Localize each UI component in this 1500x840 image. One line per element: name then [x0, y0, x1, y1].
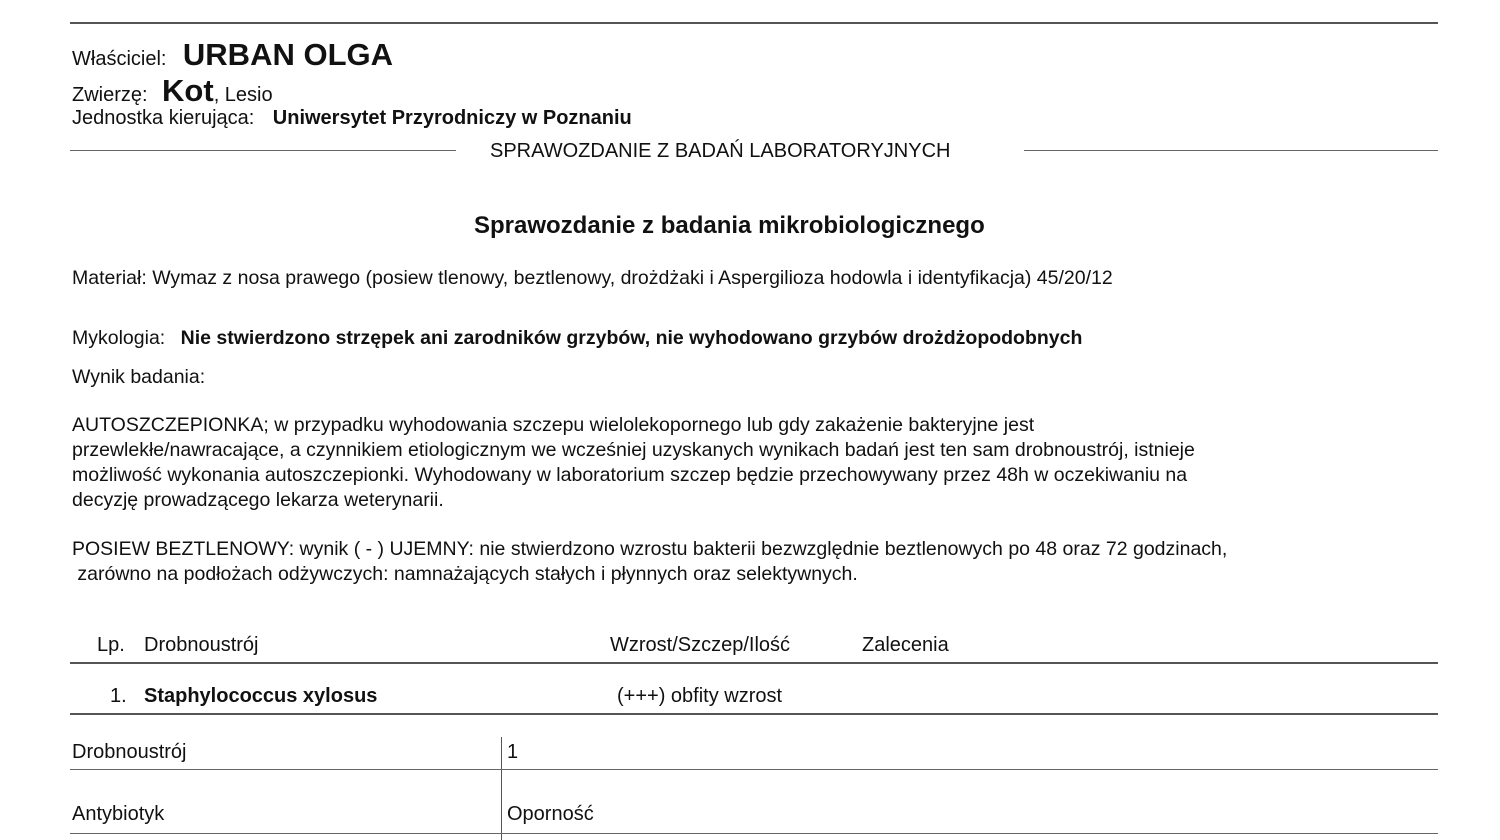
antibiogram-label-antibiotic: Antybiotyk: [72, 803, 165, 825]
section-rule-left: [70, 150, 456, 151]
animal-label: Zwierzę:: [72, 84, 148, 106]
referring-unit-value: Uniwersytet Przyrodniczy w Poznaniu: [272, 107, 632, 129]
paragraph-line: AUTOSZCZEPIONKA; w przypadku wyhodowania szczepu wielolekopornego lub gdy zakażenie bakteryjne jest: [72, 414, 1035, 436]
mycology-label: Mykologia:: [72, 327, 166, 349]
animal-name: , Lesio: [213, 84, 273, 106]
row-organism: Staphylococcus xylosus: [144, 685, 378, 707]
section-rule-right: [1024, 150, 1438, 151]
paragraph-line: decyzję prowadzącego lekarza weterynarii.: [72, 489, 444, 511]
owner-name: URBAN OLGA: [182, 37, 394, 72]
anaerobic-paragraph: [72, 537, 1227, 587]
referring-unit-label: Jednostka kierująca:: [72, 107, 255, 129]
owner-label: Właściciel:: [72, 48, 167, 70]
report-title: Sprawozdanie z badania mikrobiologicznego: [474, 212, 985, 239]
table-header-lp: Lp.: [97, 634, 125, 656]
antibiogram-value-organism: 1: [507, 741, 519, 763]
referring-unit-line: [72, 107, 632, 130]
antibiogram-rule-1: [70, 769, 1438, 770]
antibiogram-divider: [501, 737, 502, 840]
section-title: SPRAWOZDANIE Z BADAŃ LABORATORYJNYCH: [490, 140, 951, 162]
mycology-value: Nie stwierdzono strzępek ani zarodników grzybów, nie wyhodowano grzybów drożdżopodobnych: [180, 327, 1083, 349]
table-header-organism: Drobnoustrój: [144, 634, 259, 656]
paragraph-line: możliwość wykonania autoszczepionki. Wyhodowany w laboratorium szczep będzie przechowywany przez 48h w oczekiwaniu na: [72, 464, 1188, 486]
antibiogram-label-organism: Drobnoustrój: [72, 741, 187, 763]
table-row-rule: [70, 713, 1438, 715]
paragraph-line: POSIEW BEZTLENOWY: wynik ( - ) UJEMNY: nie stwierdzono wzrostu bakterii bezwzględnie beztlenowych po 48 oraz 72 godzinach,: [72, 538, 1228, 560]
animal-species: Kot: [162, 73, 214, 108]
antibiogram-rule-2: [70, 833, 1438, 834]
antibiogram-value-resistance: Oporność: [507, 803, 594, 825]
autovaccine-paragraph: [72, 413, 1195, 513]
top-rule: [70, 22, 1438, 24]
row-lp: 1.: [110, 685, 127, 707]
table-header-growth: Wzrost/Szczep/Ilość: [610, 634, 791, 656]
owner-line: [72, 37, 393, 73]
material-line: Materiał: Wymaz z nosa prawego (posiew tlenowy, beztlenowy, drożdżaki i Aspergilioza hodowla i identyfikacja) 45/20/12: [72, 267, 1113, 289]
result-label: Wynik badania:: [72, 366, 206, 388]
table-header-recommendation: Zalecenia: [862, 634, 949, 656]
animal-line: [72, 73, 273, 109]
row-growth: (+++) obfity wzrost: [617, 685, 783, 707]
paragraph-line: zarówno na podłożach odżywczych: namnażających stałych i płynnych oraz selektywnych.: [72, 563, 858, 585]
paragraph-line: przewlekłe/nawracające, a czynnikiem etiologicznym we wcześniej uzyskanych wynikach badań jest ten sam drobnoustrój, istnieje: [72, 439, 1195, 461]
mycology-line: [72, 327, 1082, 350]
table-header-rule: [70, 662, 1438, 664]
